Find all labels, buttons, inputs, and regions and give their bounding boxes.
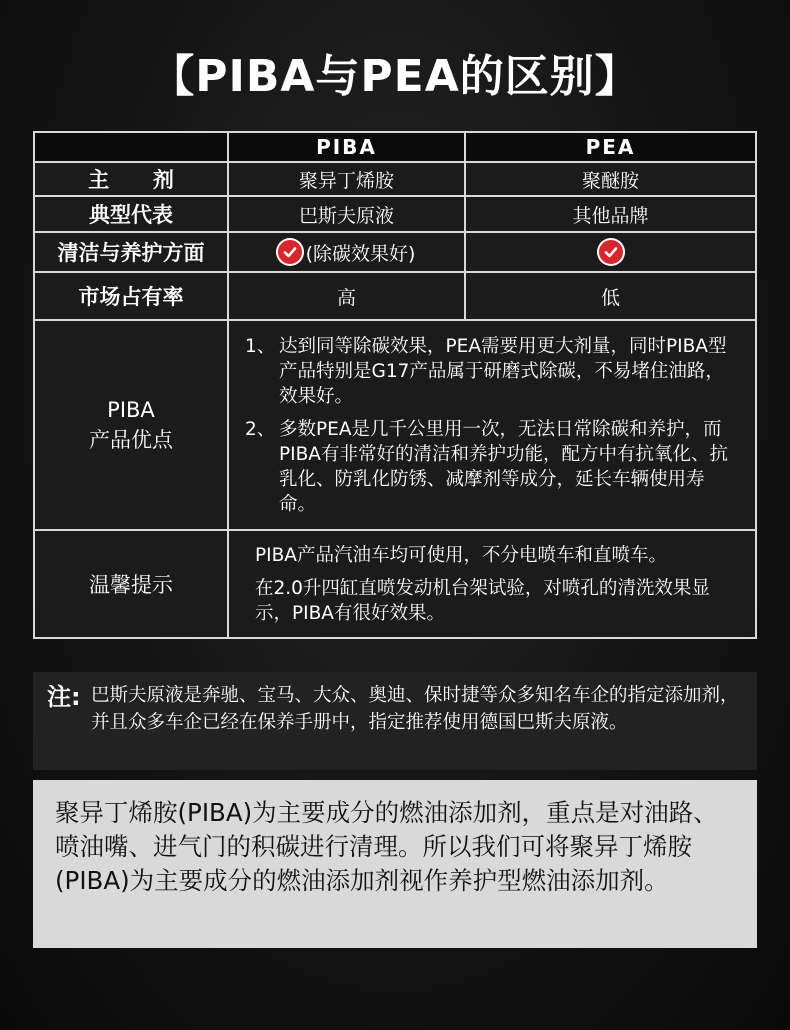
row-label-tips: 温馨提示 xyxy=(34,530,228,638)
note-box xyxy=(33,672,757,770)
table-row xyxy=(34,162,756,196)
list-item xyxy=(245,417,735,517)
advantages-content xyxy=(228,320,756,530)
advantages-label-line2: 产品优点 xyxy=(89,428,173,452)
agent-piba: 聚异丁烯胺 xyxy=(228,162,465,196)
market-piba: 高 xyxy=(228,272,465,320)
advantages-label-line1: PIBA xyxy=(107,398,155,422)
header-pea: PEA xyxy=(465,132,756,162)
advantage-text: 达到同等除碳效果，PEA需要用更大剂量，同时PIBA型产品特别是G17产品属于研磨式除碳，不易堵住油路，效果好。 xyxy=(279,335,727,407)
header-piba: PIBA xyxy=(228,132,465,162)
agent-pea: 聚醚胺 xyxy=(465,162,756,196)
advantage-text: 多数PEA是几千公里用一次，无法日常除碳和养护，而PIBA有非常好的清洁和养护功能，配方中有抗氧化、抗乳化、防乳化防锈、减摩剂等成分，延长车辆使用寿命。 xyxy=(279,418,728,515)
typical-piba: 巴斯夫原液 xyxy=(228,196,465,232)
row-label-market: 市场占有率 xyxy=(34,272,228,320)
table-row xyxy=(34,196,756,232)
row-label-agent: 主 剂 xyxy=(34,162,228,196)
list-item xyxy=(245,334,735,409)
cleaning-piba xyxy=(228,232,465,272)
header-blank-cell xyxy=(34,132,228,162)
table-row xyxy=(34,232,756,272)
row-label-advantages xyxy=(34,320,228,530)
table-header-row xyxy=(34,132,756,162)
table-row xyxy=(34,272,756,320)
row-label-cleaning: 清洁与养护方面 xyxy=(34,232,228,272)
cleaning-piba-text: (除碳效果好) xyxy=(305,242,416,265)
tips-content xyxy=(228,530,756,638)
advantage-number: 2、 xyxy=(245,418,276,440)
check-circle-icon xyxy=(278,240,302,264)
table-row xyxy=(34,320,756,530)
note-label: 注: xyxy=(47,683,81,711)
check-circle-icon xyxy=(599,240,623,264)
cleaning-pea xyxy=(465,232,756,272)
comparison-table xyxy=(33,131,757,639)
summary-box: 聚异丁烯胺(PIBA)为主要成分的燃油添加剂，重点是对油路、喷油嘴、进气门的积碳进行清理。所以我们可将聚异丁烯胺(PIBA)为主要成分的燃油添加剂视作养护型燃油添加剂。 xyxy=(33,780,757,948)
market-pea: 低 xyxy=(465,272,756,320)
typical-pea: 其他品牌 xyxy=(465,196,756,232)
tip-line: 在2.0升四缸直喷发动机台架试验，对喷孔的清洗效果显示，PIBA有很好效果。 xyxy=(255,577,710,624)
table-row xyxy=(34,530,756,638)
tip-line: PIBA产品汽油车均可使用，不分电喷车和直喷车。 xyxy=(255,544,667,566)
advantage-number: 1、 xyxy=(245,335,276,357)
note-text: 巴斯夫原液是奔驰、宝马、大众、奥迪、保时捷等众多知名车企的指定添加剂，并且众多车企已经在保养手册中，指定推荐使用德国巴斯夫原液。 xyxy=(91,685,739,733)
page-title: 【PIBA与PEA的区别】 xyxy=(150,51,640,102)
row-label-typical: 典型代表 xyxy=(34,196,228,232)
